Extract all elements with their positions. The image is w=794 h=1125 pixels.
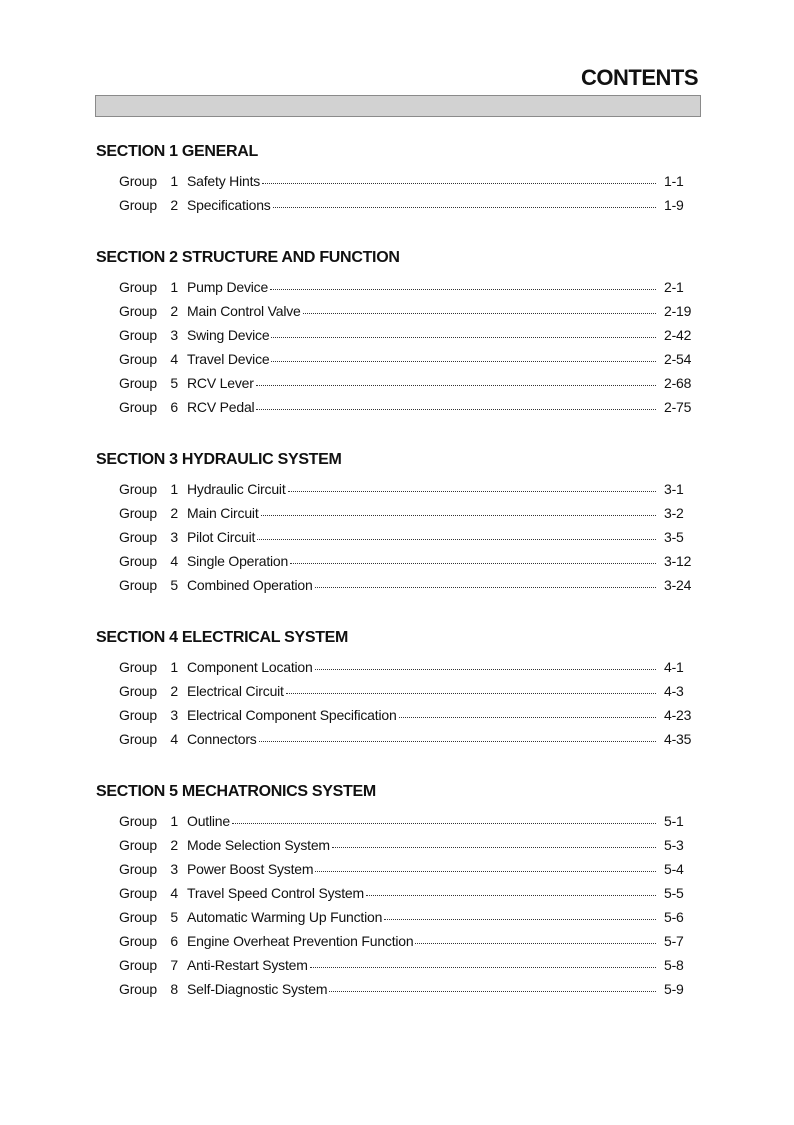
- group-number: 4: [170, 731, 178, 747]
- dot-leader: [232, 822, 656, 824]
- dot-leader: [332, 846, 656, 848]
- page-number: 5-4: [664, 861, 684, 877]
- title-underline-bar: [95, 95, 701, 117]
- group-label: Group: [119, 933, 157, 949]
- toc-entry[interactable]: [96, 703, 694, 727]
- group-number: 1: [170, 659, 178, 675]
- toc-entry[interactable]: [96, 833, 694, 857]
- group-title: Main Control Valve: [187, 303, 301, 319]
- section-heading: SECTION 3 HYDRAULIC SYSTEM: [96, 451, 342, 468]
- group-title: RCV Lever: [187, 375, 254, 391]
- group-title: Component Location: [187, 659, 313, 675]
- group-label: Group: [119, 553, 157, 569]
- page-number: 5-3: [664, 837, 684, 853]
- group-list: [96, 477, 694, 597]
- page-number: 1-1: [664, 173, 684, 189]
- group-number: 8: [170, 981, 178, 997]
- dot-leader: [384, 918, 656, 920]
- group-number: 2: [170, 505, 178, 521]
- group-label: Group: [119, 505, 157, 521]
- dot-leader: [261, 514, 656, 516]
- page-number: 3-5: [664, 529, 684, 545]
- section-heading: SECTION 5 MECHATRONICS SYSTEM: [96, 783, 376, 800]
- group-label: Group: [119, 481, 157, 497]
- toc-entry[interactable]: [96, 371, 694, 395]
- toc-entry[interactable]: [96, 573, 694, 597]
- group-number: 2: [170, 837, 178, 853]
- group-label: Group: [119, 909, 157, 925]
- group-number: 4: [170, 351, 178, 367]
- group-title: Pump Device: [187, 279, 269, 295]
- group-title: Swing Device: [187, 327, 270, 343]
- group-title: Travel Speed Control System: [187, 885, 364, 901]
- dot-leader: [399, 716, 656, 718]
- toc-entry[interactable]: [96, 299, 694, 323]
- group-label: Group: [119, 529, 157, 545]
- dot-leader: [259, 740, 656, 742]
- group-number: 1: [170, 481, 178, 497]
- toc-entry[interactable]: [96, 977, 694, 1001]
- page-number: 3-12: [664, 553, 692, 569]
- group-label: Group: [119, 279, 157, 295]
- group-number: 2: [170, 197, 178, 213]
- group-title: Travel Device: [187, 351, 270, 367]
- dot-leader: [257, 538, 656, 540]
- dot-leader: [256, 384, 656, 386]
- toc-entry[interactable]: [96, 549, 694, 573]
- page-number: 2-42: [664, 327, 692, 343]
- group-label: Group: [119, 957, 157, 973]
- group-title: Engine Overheat Prevention Function: [187, 933, 414, 949]
- toc-section: [96, 141, 694, 217]
- table-of-contents: [96, 141, 694, 1001]
- group-label: Group: [119, 375, 157, 391]
- group-title: RCV Pedal: [187, 399, 255, 415]
- page-title: CONTENTS: [581, 65, 698, 90]
- toc-entry[interactable]: [96, 275, 694, 299]
- group-number: 3: [170, 707, 178, 723]
- page-number: 2-19: [664, 303, 692, 319]
- dot-leader: [303, 312, 656, 314]
- toc-entry[interactable]: [96, 477, 694, 501]
- dot-leader: [288, 490, 656, 492]
- group-number: 5: [170, 375, 178, 391]
- toc-entry[interactable]: [96, 525, 694, 549]
- group-number: 3: [170, 327, 178, 343]
- group-title: Outline: [187, 813, 230, 829]
- group-title: Anti-Restart System: [187, 957, 308, 973]
- group-title: Combined Operation: [187, 577, 313, 593]
- toc-section: [96, 781, 694, 1001]
- group-number: 3: [170, 861, 178, 877]
- group-list: [96, 655, 694, 751]
- group-label: Group: [119, 399, 157, 415]
- page-number: 5-9: [664, 981, 684, 997]
- section-heading: SECTION 2 STRUCTURE AND FUNCTION: [96, 249, 400, 266]
- page-number: 2-54: [664, 351, 692, 367]
- group-label: Group: [119, 351, 157, 367]
- group-title: Self-Diagnostic System: [187, 981, 328, 997]
- toc-entry[interactable]: [96, 881, 694, 905]
- group-title: Single Operation: [187, 553, 289, 569]
- group-title: Automatic Warming Up Function: [187, 909, 383, 925]
- group-number: 4: [170, 885, 178, 901]
- group-number: 3: [170, 529, 178, 545]
- group-number: 1: [170, 813, 178, 829]
- toc-section: [96, 449, 694, 597]
- toc-section: [96, 247, 694, 419]
- section-heading: SECTION 4 ELECTRICAL SYSTEM: [96, 629, 349, 646]
- dot-leader: [415, 942, 656, 944]
- page-number: 5-8: [664, 957, 684, 973]
- group-number: 6: [170, 399, 178, 415]
- group-title: Connectors: [187, 731, 257, 747]
- section-heading: SECTION 1 GENERAL: [96, 143, 259, 160]
- dot-leader: [366, 894, 656, 896]
- group-label: Group: [119, 731, 157, 747]
- group-list: [96, 275, 694, 419]
- toc-entry[interactable]: [96, 501, 694, 525]
- group-label: Group: [119, 813, 157, 829]
- page-number: 2-1: [664, 279, 684, 295]
- dot-leader: [290, 562, 656, 564]
- dot-leader: [271, 336, 656, 338]
- group-label: Group: [119, 659, 157, 675]
- group-label: Group: [119, 303, 157, 319]
- group-title: Hydraulic Circuit: [187, 481, 286, 497]
- toc-entry[interactable]: [96, 169, 694, 193]
- group-title: Main Circuit: [187, 505, 259, 521]
- page-number: 4-3: [664, 683, 684, 699]
- page-number: 2-68: [664, 375, 692, 391]
- group-number: 5: [170, 577, 178, 593]
- group-label: Group: [119, 197, 157, 213]
- group-title: Pilot Circuit: [187, 529, 256, 545]
- group-number: 5: [170, 909, 178, 925]
- group-number: 2: [170, 683, 178, 699]
- group-title: Mode Selection System: [187, 837, 330, 853]
- dot-leader: [315, 668, 656, 670]
- group-label: Group: [119, 981, 157, 997]
- toc-entry[interactable]: [96, 905, 694, 929]
- group-label: Group: [119, 885, 157, 901]
- dot-leader: [315, 586, 656, 588]
- page-number: 5-1: [664, 813, 684, 829]
- page-number: 5-6: [664, 909, 684, 925]
- group-title: Specifications: [187, 197, 271, 213]
- page-number: 1-9: [664, 197, 684, 213]
- page-number: 2-75: [664, 399, 692, 415]
- page-number: 3-1: [664, 481, 684, 497]
- page-number: 3-2: [664, 505, 684, 521]
- group-title: Electrical Circuit: [187, 683, 284, 699]
- group-label: Group: [119, 327, 157, 343]
- group-label: Group: [119, 837, 157, 853]
- toc-entry[interactable]: [96, 323, 694, 347]
- dot-leader: [273, 206, 656, 208]
- group-number: 2: [170, 303, 178, 319]
- dot-leader: [256, 408, 656, 410]
- dot-leader: [286, 692, 656, 694]
- page-number: 4-23: [664, 707, 692, 723]
- toc-entry[interactable]: [96, 809, 694, 833]
- group-number: 6: [170, 933, 178, 949]
- page-number: 4-35: [664, 731, 692, 747]
- toc-entry[interactable]: [96, 655, 694, 679]
- dot-leader: [271, 360, 656, 362]
- group-number: 7: [170, 957, 178, 973]
- group-label: Group: [119, 577, 157, 593]
- page-number: 5-5: [664, 885, 684, 901]
- toc-entry[interactable]: [96, 727, 694, 751]
- dot-leader: [270, 288, 656, 290]
- page-number: 4-1: [664, 659, 684, 675]
- group-number: 1: [170, 279, 178, 295]
- group-number: 4: [170, 553, 178, 569]
- toc-entry[interactable]: [96, 953, 694, 977]
- group-list: [96, 169, 694, 217]
- group-list: [96, 809, 694, 1001]
- group-title: Power Boost System: [187, 861, 314, 877]
- toc-entry[interactable]: [96, 929, 694, 953]
- dot-leader: [310, 966, 656, 968]
- dot-leader: [262, 182, 656, 184]
- group-label: Group: [119, 683, 157, 699]
- toc-entry[interactable]: [96, 679, 694, 703]
- group-label: Group: [119, 173, 157, 189]
- toc-entry[interactable]: [96, 193, 694, 217]
- toc-entry[interactable]: [96, 395, 694, 419]
- toc-entry[interactable]: [96, 347, 694, 371]
- toc-section: [96, 627, 694, 751]
- group-label: Group: [119, 861, 157, 877]
- group-number: 1: [170, 173, 178, 189]
- page-number: 5-7: [664, 933, 684, 949]
- toc-entry[interactable]: [96, 857, 694, 881]
- group-title: Safety Hints: [187, 173, 261, 189]
- page-number: 3-24: [664, 577, 692, 593]
- group-label: Group: [119, 707, 157, 723]
- dot-leader: [315, 870, 656, 872]
- dot-leader: [329, 990, 656, 992]
- group-title: Electrical Component Specification: [187, 707, 397, 723]
